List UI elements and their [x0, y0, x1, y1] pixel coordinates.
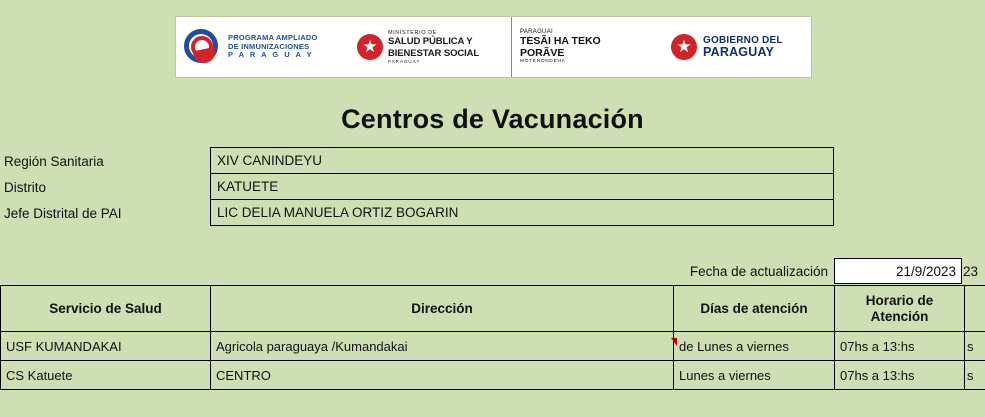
header-info-block [0, 148, 985, 226]
cell-horario: 07hs a 13:hs [835, 361, 965, 390]
header-horario-de-atencion: Horario de Atención [835, 286, 965, 332]
label-fecha-actualizacion: Fecha de actualización [689, 263, 828, 279]
header-dias-de-atencion: Días de atención [674, 286, 835, 332]
logo-gobierno-paraguay [661, 17, 811, 77]
info-row-region [0, 148, 985, 174]
header-direccion: Dirección [211, 286, 674, 332]
table-header-row [1, 286, 985, 332]
pai-logo-text [228, 34, 318, 61]
vaccination-centers-table [0, 285, 985, 390]
header-servicio-de-salud: Servicio de Salud [1, 286, 211, 332]
value-region-sanitaria[interactable]: XIV CANINDEYU [210, 147, 834, 174]
logo-tesai-ha-teko-porave [511, 17, 661, 77]
value-jefe-distrital-pai[interactable]: LIC DELIA MANUELA ORTIZ BOGARIN [210, 199, 834, 226]
info-row-distrito [0, 174, 985, 200]
value-distrito[interactable]: KATUETE [210, 173, 834, 200]
cell-servicio: USF KUMANDAKAI [1, 332, 211, 361]
tesai-line-4: MOTENONDEHA [520, 59, 566, 65]
value-fecha-actualizacion[interactable]: 21/9/2023 [834, 258, 962, 284]
ministerio-line-3: BIENESTAR SOCIAL [388, 47, 480, 59]
tesai-line-2: TESÃI HA TEKO [520, 34, 601, 47]
label-region-sanitaria: Región Sanitaria [4, 153, 104, 169]
ministerio-line-4: PARAGUAY [388, 58, 421, 64]
ministerio-line-2: SALUD PÚBLICA Y [388, 36, 473, 48]
logo-pai [176, 17, 356, 77]
header-extra-column [965, 286, 985, 332]
page-title: Centros de Vacunación [341, 104, 644, 134]
cell-extra: s [965, 361, 985, 390]
pai-line-2: DE INMUNIZACIONES [228, 41, 310, 51]
gobierno-logo-text [703, 35, 783, 60]
tesai-logo-text [520, 29, 601, 65]
cell-servicio: CS Katuete [1, 361, 211, 390]
ministerio-logo-text [388, 30, 479, 65]
update-date-row [0, 258, 985, 284]
star-icon: ★ [357, 34, 383, 60]
star-icon-gobierno: ★ [671, 34, 697, 60]
ministerio-line-1: MINISTERIO DE [388, 29, 438, 36]
pai-emblem-icon [182, 27, 222, 67]
cell-extra: s [965, 332, 985, 361]
table-row [1, 332, 985, 361]
pai-line-3: P A R A G U A Y [228, 50, 314, 60]
cell-direccion: Agricola paraguaya /Kumandakai [211, 332, 674, 361]
table-row [1, 361, 985, 390]
fecha-overflow-text: 23 [963, 263, 979, 279]
cell-direccion: CENTRO [211, 361, 674, 390]
info-row-jefe-distrital [0, 200, 985, 226]
logo-ministerio-salud [356, 17, 511, 77]
cell-horario: 07hs a 13:hs [835, 332, 965, 361]
cell-dias: Lunes a viernes [674, 361, 835, 390]
gobierno-line-1: GOBIERNO DEL [703, 34, 783, 46]
label-jefe-distrital-pai: Jefe Distrital de PAI [4, 205, 122, 221]
tesai-line-3: PORÃVE [520, 46, 565, 59]
cell-dias: de Lunes a viernes [674, 332, 835, 361]
tesai-line-1: PARAGUAI [520, 29, 553, 36]
gobierno-line-2: PARAGUAY [703, 44, 775, 59]
pai-line-1: PROGRAMA AMPLIADO [228, 32, 318, 42]
institutional-logo-banner [175, 16, 812, 78]
label-distrito: Distrito [4, 179, 47, 195]
comment-marker-icon [671, 338, 677, 346]
